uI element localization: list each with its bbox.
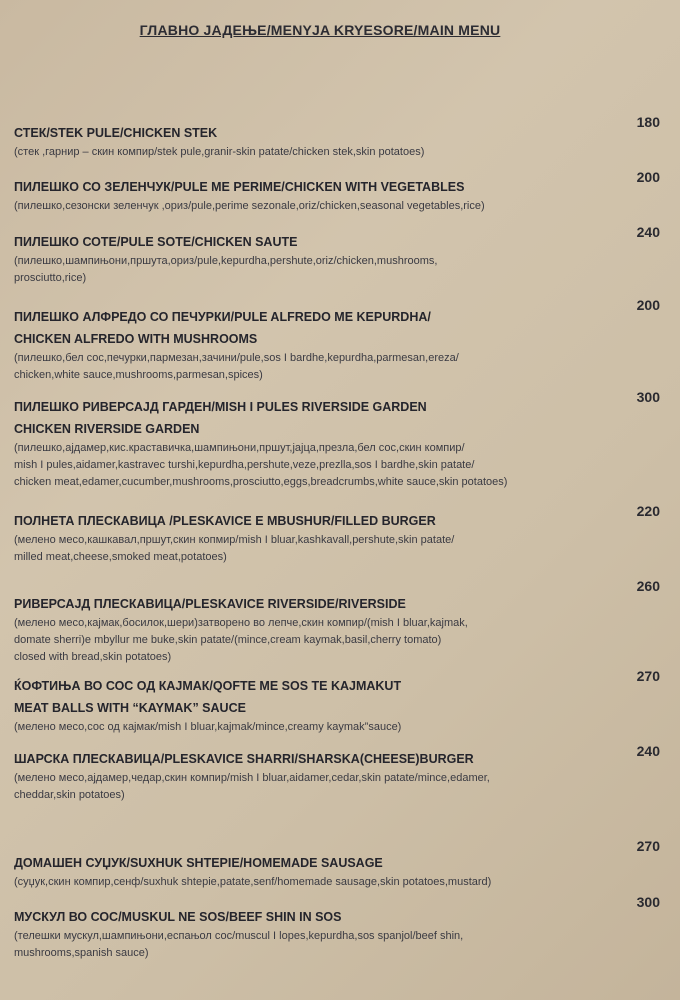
item-name: CHICKEN ALFREDO WITH MUSHROOMS: [14, 332, 258, 346]
item-description: (мелено месо,сос од кајмак/mish I bluar,kajmak/mince,creamy kaymak”sauce): [14, 721, 402, 733]
item-description: mish I pules,aidamer,kastravec turshi,kepurdha,pershute,veze,prezlla,sos I bardhe,skin patate/: [14, 459, 475, 471]
item-description: domate sherri)e mbyllur me buke,skin patate/(mince,cream kaymak,basil,cherry tomato): [14, 634, 442, 646]
item-description: cheddar,skin potatoes): [14, 789, 125, 801]
item-price: 270: [636, 668, 660, 684]
menu-item: [14, 510, 594, 566]
item-name: ДОМАШЕН СУЏУК/SUXHUK SHTEPIE/HOMEMADE SAUSAGE: [14, 856, 383, 870]
item-name: CHICKEN RIVERSIDE GARDEN: [14, 422, 200, 436]
item-price: 300: [636, 894, 660, 910]
menu-item: [14, 122, 594, 161]
item-price: 220: [636, 503, 660, 519]
item-name: МУСКУЛ ВО СОС/MUSKUL NE SOS/BEEF SHIN IN SOS: [14, 910, 342, 924]
menu-item: [14, 748, 594, 804]
item-description: chicken meat,edamer,cucumber,mushrooms,prosciutto,eggs,breadcrumbs,white sauce,skin potatoes): [14, 476, 508, 488]
item-description: closed with bread,skin potatoes): [14, 651, 172, 663]
menu-item: [14, 176, 594, 215]
item-description: milled meat,cheese,smoked meat,potatoes): [14, 551, 227, 563]
item-name: СТЕК/STEK PULE/CHICKEN STEK: [14, 126, 218, 140]
item-name: ПИЛЕШКО АЛФРЕДО СО ПЕЧУРКИ/PULE ALFREDO ME KEPURDHA/: [14, 310, 431, 324]
item-name: ЌОФТИЊА ВО СОС ОД КАЈМАК/QOFTE ME SOS TE KAJMAKUT: [14, 679, 402, 693]
menu-item: [14, 852, 594, 891]
item-description: mushrooms,spanish sauce): [14, 947, 149, 959]
item-description: prosciutto,rice): [14, 272, 87, 284]
item-description: (телешки мускул,шампињони,еспањол сос/muscul I lopes,kepurdha,sos spanjol/beef shin,: [14, 930, 464, 942]
item-name: РИВЕРСАЈД ПЛЕСКАВИЦА/PLESKAVICE RIVERSIDE/RIVERSIDE: [14, 597, 406, 611]
item-name: ПИЛЕШКО СО ЗЕЛЕНЧУК/PULE ME PERIME/CHICKEN WITH VEGETABLES: [14, 180, 465, 194]
item-description: (пилешко,сезонски зеленчук ,ориз/pule,perime sezonale,oriz/chicken,seasonal vegetables,rice): [14, 200, 485, 212]
menu-item: [14, 593, 594, 666]
item-description: (мелено месо,кашкавал,пршут,скин копмир/mish I bluar,kashkavall,pershute,skin patate/: [14, 534, 455, 546]
item-price: 240: [636, 743, 660, 759]
item-name: ШАРСКА ПЛЕСКАВИЦА/PLESKAVICE SHARRI/SHARSKA(CHEESE)BURGER: [14, 752, 474, 766]
item-description: (суџук,скин компир,сенф/suxhuk shtepie,patate,senf/homemade sausage,skin potatoes,mustard): [14, 876, 492, 888]
item-description: (стек ,гарнир – скин компир/stek pule,granir-skin patate/chicken stek,skin potatoes): [14, 146, 425, 158]
item-price: 200: [636, 169, 660, 185]
item-price: 270: [636, 838, 660, 854]
item-description: (мелено месо,кајмак,босилок,шери)затворено во лепче,скин компир/(mish I bluar,kajmak,: [14, 617, 468, 629]
item-name: ПИЛЕШКО СОТЕ/PULE SOTE/CHICKEN SAUTE: [14, 235, 298, 249]
menu-item: [14, 396, 594, 491]
menu-title: ГЛАВНО ЈАДЕЊЕ/MENYJA KRYESORE/MAIN MENU: [139, 22, 501, 38]
menu-item: [14, 231, 594, 287]
item-price: 260: [636, 578, 660, 594]
menu-item: [14, 906, 594, 962]
item-price: 180: [636, 114, 660, 130]
menu-item: [14, 306, 594, 384]
item-name: ПОЛНЕТА ПЛЕСКАВИЦА /PLESKAVICE E MBUSHUR/FILLED BURGER: [14, 514, 436, 528]
item-description: (пилешко,ајдамер,кис.краставичка,шампињони,пршут,јајца,презла,бел сос,скин компир/: [14, 442, 465, 454]
item-price: 200: [636, 297, 660, 313]
item-description: (мелено месо,ајдамер,чедар,скин компир/mish I bluar,aidamer,cedar,skin patate/mince,edamer,: [14, 772, 490, 784]
item-description: (пилешко,бел сос,печурки,пармезан,зачини/pule,sos I bardhe,kepurdha,parmesan,ereza/: [14, 352, 459, 364]
item-price: 240: [636, 224, 660, 240]
item-description: chicken,white sauce,mushrooms,parmesan,spices): [14, 369, 263, 381]
item-price: 300: [636, 389, 660, 405]
menu-item: [14, 675, 594, 736]
item-name: ПИЛЕШКО РИВЕРСАЈД ГАРДЕН/MISH I PULES RIVERSIDE GARDEN: [14, 400, 427, 414]
item-name: MEAT BALLS WITH “KAYMAK” SAUCE: [14, 701, 246, 715]
item-description: (пилешко,шампињони,пршута,ориз/pule,kepurdha,pershute,oriz/chicken,mushrooms,: [14, 255, 438, 267]
